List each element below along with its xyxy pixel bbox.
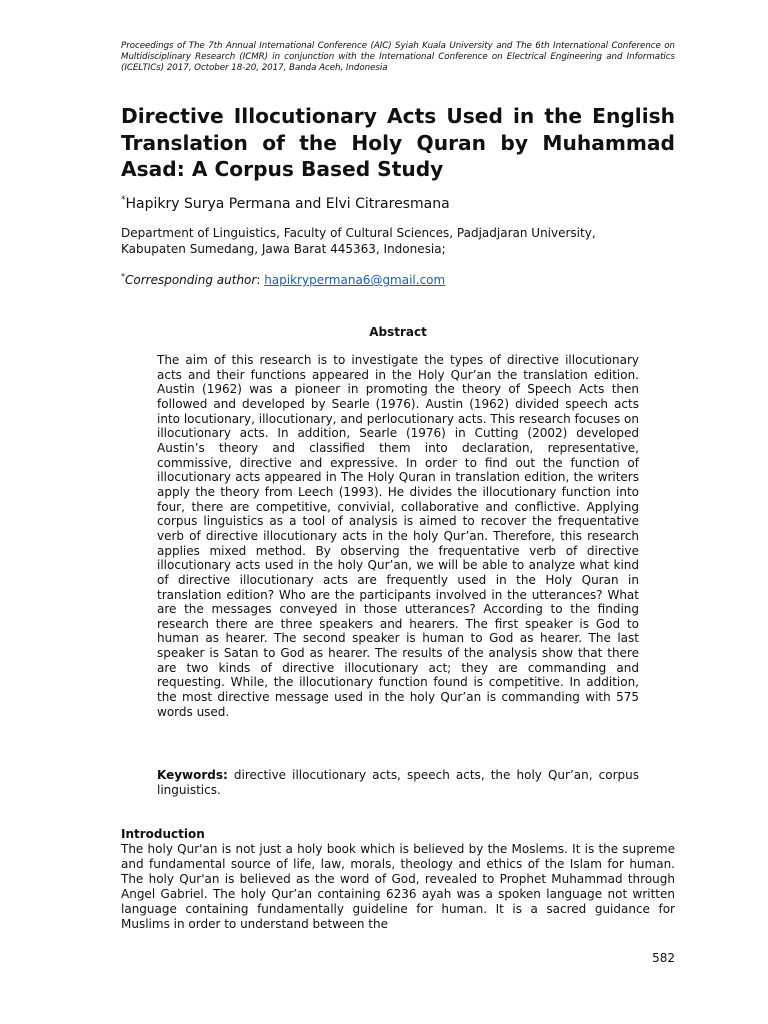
corresponding-author-marker: * bbox=[121, 272, 125, 281]
page-number: 582 bbox=[652, 951, 675, 965]
corresponding-separator: : bbox=[256, 273, 265, 287]
keywords-label: Keywords: bbox=[157, 768, 228, 782]
corresponding-marker: * bbox=[121, 195, 126, 205]
author-email-link[interactable]: hapikrypermana6@gmail.com bbox=[264, 273, 446, 287]
introduction-heading: Introduction bbox=[121, 827, 205, 841]
keywords-text: directive illocutionary acts, speech acts, the holy Qur’an, corpus linguistics. bbox=[157, 768, 639, 797]
introduction-text: The holy Qur'an is not just a holy book which is believed by the Moslems. It is the supreme and fundamental source of life, law, morals, theology and ethics of the Islam for human. The holy Qur'an is believed as the word of God, revealed to Prophet Muhammad through Angel Gabriel. The holy Qur’an containing 6236 ayah was a spoken language not written language containing fundamentally guideline for human. It is a sacred guidance for Muslims in order to understand between the bbox=[121, 842, 675, 932]
abstract-text: The aim of this research is to investigate the types of directive illocutionary acts and their functions appeared in the Holy Qur’an the translation edition. Austin (1962) was a pioneer in promoting the theory of Speech Acts then followed and developed by Searle (1976). Austin (1962) divided speech acts into locutionary, illocutionary, and perlocutionary acts. This research focuses on illocutionary acts. In addition, Searle (1976) in Cutting (2002) developed Austin’s theory and classified them into declaration, representative, commissive, directive and expressive. In order to find out the function of illocutionary acts appeared in The Holy Quran in translation edition, the writers apply the theory from Leech (1993). He divides the illocutionary function into four, there are competitive, convivial, collaborative and conflictive. Applying corpus linguistics as a tool of analysis is aimed to recover the frequentative verb of directive illocutionary acts in the holy Qur’an. Therefore, this research applies mixed method. By observing the frequentative verb of directive illocutionary acts used in the holy Qur’an, we will be able to analyze what kind of directive illocutionary acts are frequently used in the Holy Quran in translation edition? Who are the participants involved in the utterances? What are the messages conveyed in those utterances? According to the finding research there are three speakers and hearers. The first speaker is God to human as hearer. The second speaker is human to God as hearer. The last speaker is Satan to God as hearer. The results of the analysis show that there are two kinds of directive illocutionary act; they are commanding and requesting. While, the illocutionary function found is competitive. In addition, the most directive message used in the holy Qur’an is commanding with 575 words used. bbox=[157, 353, 639, 719]
keywords bbox=[157, 768, 639, 798]
abstract-heading: Abstract bbox=[369, 325, 427, 339]
author-line bbox=[121, 191, 450, 213]
author-names: Hapikry Surya Permana and Elvi Citraresmana bbox=[125, 196, 450, 212]
paper-title: Directive Illocutionary Acts Used in the English Translation of the Holy Quran by Muhammad Asad: A Corpus Based Study bbox=[121, 104, 675, 181]
proceedings-header: Proceedings of The 7th Annual International Conference (AIC) Syiah Kuala University and The 6th International Conference on Multidisciplinary Research (ICMR) in conjunction with the International Conference on Electrical Engineering and Informatics (ICELTICs) 2017, October 18-20, 2017, Banda Aceh, Indonesia bbox=[121, 41, 675, 74]
corresponding-author-line bbox=[121, 269, 445, 288]
affiliation: Department of Linguistics, Faculty of Cultural Sciences, Padjadjaran University, Kabupaten Sumedang, Jawa Barat 445363, Indonesia; bbox=[121, 226, 596, 256]
corresponding-author-label: Corresponding author bbox=[125, 273, 257, 287]
